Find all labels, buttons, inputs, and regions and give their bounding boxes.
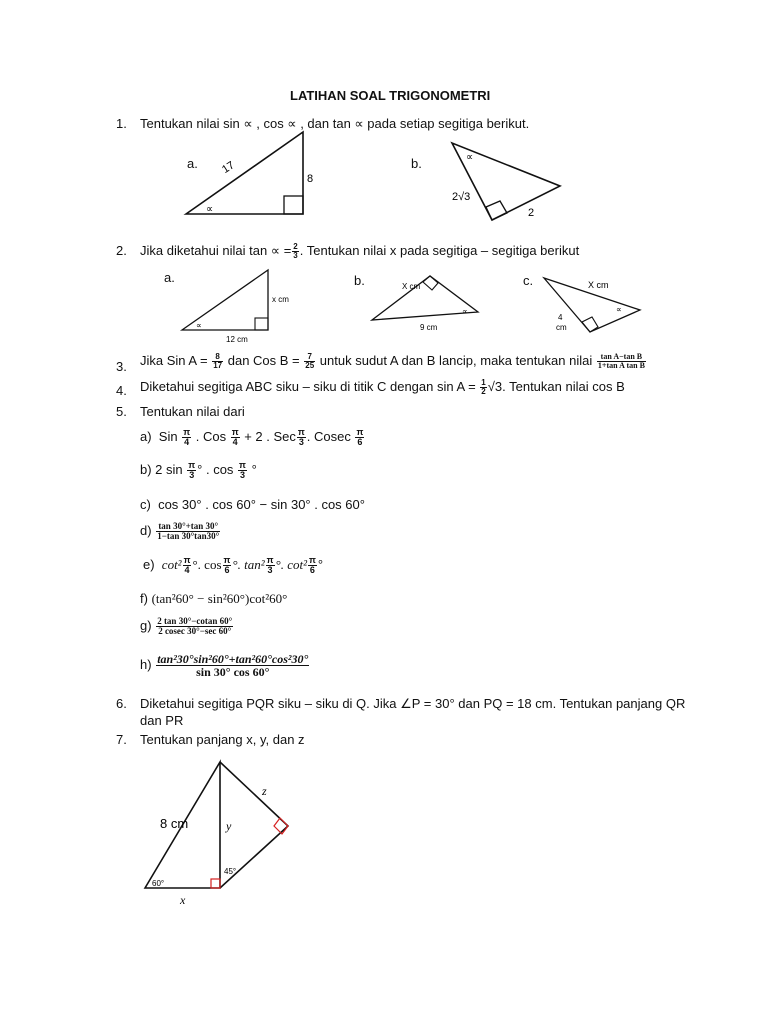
q5b-f1-num: π bbox=[188, 460, 196, 470]
q7-y-label: y bbox=[226, 819, 232, 833]
q5a-frac3 bbox=[297, 428, 306, 447]
q5b-f1-den: 3 bbox=[189, 470, 195, 480]
q5g-den: 2 cosec 30°−sec 60° bbox=[158, 626, 232, 636]
q7-hyp-label: 8 cm bbox=[160, 816, 189, 831]
q2b-label: b. bbox=[354, 273, 365, 288]
q7-right-angle-marker-1 bbox=[211, 879, 220, 888]
q5e-f4-num: π bbox=[308, 555, 316, 565]
q5e-f2-den: 6 bbox=[224, 565, 230, 575]
q3-part1: Jika Sin A = bbox=[140, 353, 208, 368]
q7-angle-45: 45° bbox=[224, 867, 237, 876]
q5a-f4-den: 6 bbox=[357, 437, 363, 447]
q3-frac-tan bbox=[597, 353, 646, 370]
q1b-label: b. bbox=[411, 156, 422, 171]
q5g bbox=[140, 617, 234, 636]
q2b-side-label: X cm bbox=[402, 282, 421, 291]
q5e-term3: °. tan² bbox=[232, 556, 265, 572]
q3-frac3-num: tan A−tan B bbox=[597, 353, 646, 362]
q3-frac3-den: 1+tan A tan B bbox=[597, 361, 645, 371]
q1b-triangle bbox=[448, 138, 568, 228]
q5a-f2-den: 4 bbox=[232, 437, 238, 447]
q5d-fraction bbox=[156, 522, 220, 541]
q5b-f2-num: π bbox=[239, 460, 246, 470]
page-title: LATIHAN SOAL TRIGONOMETRI bbox=[290, 88, 491, 103]
q5-text: Tentukan nilai dari bbox=[140, 404, 245, 419]
q2c-side-label: X cm bbox=[588, 280, 609, 290]
q1a-hyp-label: 17 bbox=[219, 159, 237, 177]
q6-line1: Diketahui segitiga PQR siku – siku di Q. Jika ∠P = 30° dan PQ = 18 cm. Tentukan panjang QR bbox=[140, 696, 686, 711]
q5g-num: 2 tan 30°−cotan 60° bbox=[157, 616, 233, 626]
q5e bbox=[143, 556, 323, 575]
q5-number: 5. bbox=[116, 404, 127, 419]
q5e-term2: °. cos bbox=[192, 556, 222, 572]
q2c-label: c. bbox=[523, 273, 534, 288]
q2a-side-label: x cm bbox=[272, 295, 289, 304]
q1a-angle-label: ∝ bbox=[206, 204, 214, 215]
q3-number: 3. bbox=[116, 359, 127, 374]
q1a-side-label: 8 bbox=[307, 173, 314, 185]
q5a-f4-num: π bbox=[356, 427, 364, 437]
q5a-f3-num: π bbox=[297, 427, 305, 437]
q7-z-label: z bbox=[262, 784, 267, 798]
q5e-frac3 bbox=[266, 556, 275, 575]
q5h-fraction bbox=[156, 653, 309, 678]
q5d-num: tan 30°+tan 30° bbox=[156, 522, 220, 532]
q3-part3: untuk sudut A dan B lancip, maka tentukan nilai bbox=[319, 353, 593, 368]
q5g-label: g) bbox=[140, 617, 152, 633]
q1b-leg1-label: 2√3 bbox=[452, 191, 471, 203]
q5b-term3: ° bbox=[251, 461, 257, 477]
q2-text-post: . Tentukan nilai x pada segitiga – segitiga berikut bbox=[299, 243, 580, 258]
q3-frac1-den: 17 bbox=[213, 361, 223, 371]
q5a-frac2 bbox=[231, 428, 240, 447]
q2b-triangle bbox=[366, 270, 486, 336]
q7-x-label: x bbox=[180, 893, 186, 907]
q5b bbox=[140, 461, 257, 480]
q5e-term5: ° bbox=[317, 556, 324, 572]
q7-number: 7. bbox=[116, 732, 127, 747]
q4-frac-num: 1 bbox=[481, 378, 486, 388]
q5e-f3-num: π bbox=[266, 555, 274, 565]
q5b-frac1 bbox=[187, 461, 196, 480]
q5f bbox=[140, 591, 287, 607]
q5a-term1: Sin bbox=[158, 428, 178, 444]
q5b-label: b) 2 sin bbox=[140, 461, 183, 477]
q2c-leg-label: 4 bbox=[558, 313, 563, 322]
q4-part1: Diketahui segitiga ABC siku – siku di titik C dengan sin A = bbox=[140, 379, 476, 394]
q5e-frac2 bbox=[223, 556, 232, 575]
q6-line2: dan PR bbox=[140, 713, 184, 728]
q5c bbox=[140, 497, 365, 512]
q1a-label: a. bbox=[187, 156, 198, 171]
q2-frac-num: 2 bbox=[293, 242, 298, 252]
q2a-angle-label: ∝ bbox=[196, 321, 202, 330]
q5a-f1-num: π bbox=[183, 427, 191, 437]
q4-fraction bbox=[480, 379, 486, 396]
q5e-frac4 bbox=[308, 556, 317, 575]
q5g-fraction bbox=[156, 617, 233, 636]
q1a-triangle bbox=[180, 128, 320, 220]
q5e-frac1 bbox=[183, 556, 192, 575]
q5f-label: f) bbox=[140, 591, 148, 606]
q5a-label: a) bbox=[140, 428, 152, 444]
q5h-den: sin 30° cos 60° bbox=[196, 665, 270, 679]
q2b-angle-label: ∝ bbox=[462, 307, 468, 316]
q5h bbox=[140, 653, 310, 678]
q5a-f2-num: π bbox=[231, 427, 239, 437]
q3-frac-cosB bbox=[304, 353, 315, 370]
q4-part2: . Tentukan nilai cos B bbox=[502, 379, 625, 394]
q5f-text: (tan²60° − sin²60°)cot²60° bbox=[151, 591, 288, 606]
q5e-f4-den: 6 bbox=[309, 565, 315, 575]
q5b-frac2 bbox=[238, 461, 247, 480]
q5e-f2-num: π bbox=[223, 555, 231, 565]
q5e-term1: cot² bbox=[161, 556, 182, 572]
q2c-triangle bbox=[540, 270, 650, 340]
q7-text: Tentukan panjang x, y, dan z bbox=[140, 732, 305, 747]
q5d-label: d) bbox=[140, 522, 152, 538]
q5b-f2-den: 3 bbox=[239, 470, 245, 480]
q2c-leg-unit: cm bbox=[556, 323, 567, 332]
q5h-num: tan²30°sin²60°+tan²60°cos²30° bbox=[157, 652, 309, 666]
q5a-frac1 bbox=[182, 428, 191, 447]
q2-frac-den: 3 bbox=[293, 251, 298, 261]
q4-number: 4. bbox=[116, 383, 127, 398]
q2a-base-label: 12 cm bbox=[226, 335, 248, 344]
q2-text-pre: Jika diketahui nilai tan ∝ = bbox=[140, 243, 292, 258]
q6-number: 6. bbox=[116, 696, 127, 711]
q3-frac-sinA bbox=[212, 353, 223, 370]
q5e-f1-den: 4 bbox=[184, 565, 190, 575]
q5e-term4: °. cot² bbox=[275, 556, 307, 572]
q2-number: 2. bbox=[116, 243, 127, 258]
q3-frac1-num: 8 bbox=[212, 353, 223, 362]
q2-fraction bbox=[292, 243, 298, 260]
q5c-text: cos 30° . cos 60° − sin 30° . cos 60° bbox=[158, 497, 365, 512]
q3-part2: dan Cos B = bbox=[227, 353, 300, 368]
q1b-leg2-label: 2 bbox=[528, 207, 535, 219]
q1-text: Tentukan nilai sin ∝ , cos ∝ , dan tan ∝ pada setiap segitiga berikut. bbox=[140, 116, 530, 131]
q2-text bbox=[140, 243, 579, 260]
q5a-f3-den: 3 bbox=[298, 437, 304, 447]
q3-text bbox=[140, 353, 647, 370]
q5e-label: e) bbox=[143, 556, 155, 572]
q1b-angle-label: ∝ bbox=[466, 152, 474, 163]
q2a-triangle bbox=[178, 264, 298, 346]
q5e-f1-num: π bbox=[183, 555, 191, 565]
q5a bbox=[140, 428, 365, 447]
q4-frac-den: 2 bbox=[481, 387, 486, 397]
q5d bbox=[140, 522, 221, 541]
q4-text bbox=[140, 379, 625, 396]
q1-number: 1. bbox=[116, 116, 127, 131]
q5h-label: h) bbox=[140, 656, 152, 672]
q5d-den: 1−tan 30°tan30° bbox=[157, 531, 220, 541]
q4-root: √3 bbox=[487, 379, 503, 394]
q2b-base-label: 9 cm bbox=[420, 323, 438, 332]
q2a-label: a. bbox=[164, 270, 175, 285]
q5a-frac4 bbox=[355, 428, 364, 447]
q2c-angle-label: ∝ bbox=[616, 305, 622, 314]
q5c-label: c) bbox=[140, 497, 151, 512]
q3-frac2-num: 7 bbox=[304, 353, 315, 362]
q7-figure bbox=[140, 758, 300, 908]
q5a-term2: . Cos bbox=[195, 428, 227, 444]
q5a-f1-den: 4 bbox=[184, 437, 190, 447]
q5a-term3: + 2 . Sec bbox=[244, 428, 296, 444]
q5b-term2: ° . cos bbox=[197, 461, 234, 477]
q7-angle-60: 60° bbox=[152, 879, 165, 888]
q5a-term4: . Cosec bbox=[306, 428, 351, 444]
q5e-f3-den: 3 bbox=[267, 565, 273, 575]
q3-frac2-den: 25 bbox=[305, 361, 315, 371]
